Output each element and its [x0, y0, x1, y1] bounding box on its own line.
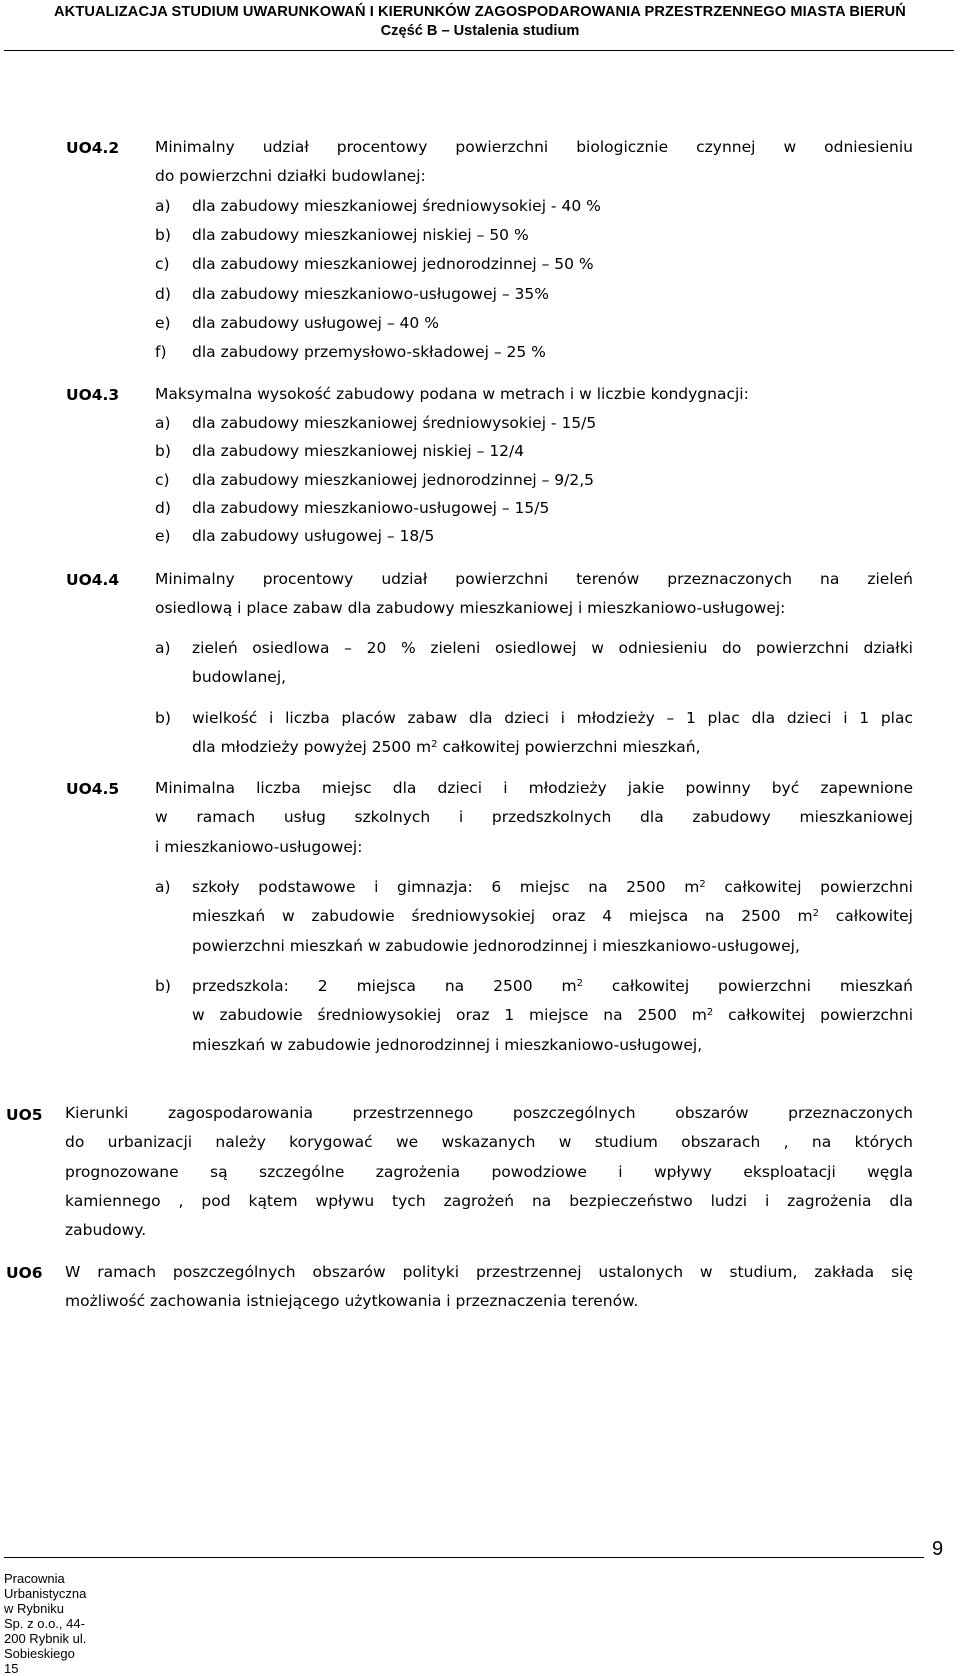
header-divider [4, 50, 954, 51]
footer-text: Pracownia Urbanistyczna w Rybniku Sp. z o.o., 44-200 Rybnik ul. Sobieskiego 15 [4, 1571, 87, 1676]
section-code: UO5 [6, 1106, 43, 1124]
section-code: UO6 [6, 1264, 43, 1282]
section-intro: Minimalna liczba miejsc dla dzieci i młodzieży jakie powinny być zapewnione w ramach usług szkolnych i przedszkolnych dla zabudowy mieszkaniowej i mieszkaniowo-usługowej: [155, 779, 913, 856]
document-title: AKTUALIZACJA STUDIUM UWARUNKOWAŃ I KIERUNKÓW ZAGOSPODAROWANIA PRZESTRZENNEGO MIASTA BIERUŃ [54, 4, 906, 20]
section-intro: Minimalny udział procentowy powierzchni biologicznie czynnej w odniesieniu do powierzchni działki budowlanej: [155, 138, 913, 186]
section-intro: Maksymalna wysokość zabudowy podana w metrach i w liczbie kondygnacji: [155, 385, 749, 403]
document-part-title: Część B – Ustalenia studium [380, 23, 580, 39]
section-code: UO4.5 [66, 780, 120, 798]
section-code: UO4.3 [66, 386, 120, 404]
section-text: W ramach poszczególnych obszarów polityki przestrzennej ustalonych w studium, zakłada się możliwość zachowania istniejącego użytkowania i przeznaczenia terenów. [65, 1263, 913, 1311]
footer-divider [4, 1557, 924, 1558]
section-text: Kierunki zagospodarowania przestrzennego poszczególnych obszarów przeznaczonych do urbanizacji należy korygować we wskazanych w studium obszarach , na których prognozowane są szczególne zagrożenia powodziowe i wpływy eksploatacji węgla kamiennego , pod kątem wpływu tych zagrożeń na bezpieczeństwo ludzi i zagrożenia dla zabudowy. [65, 1104, 913, 1240]
section-intro: Minimalny procentowy udział powierzchni terenów przeznaczonych na zieleń osiedlową i place zabaw dla zabudowy mieszkaniowej i mieszkaniowo-usługowej: [155, 570, 913, 618]
section-code: UO4.4 [66, 571, 120, 589]
section-code: UO4.2 [66, 139, 120, 157]
page-number: 9 [932, 1538, 944, 1560]
